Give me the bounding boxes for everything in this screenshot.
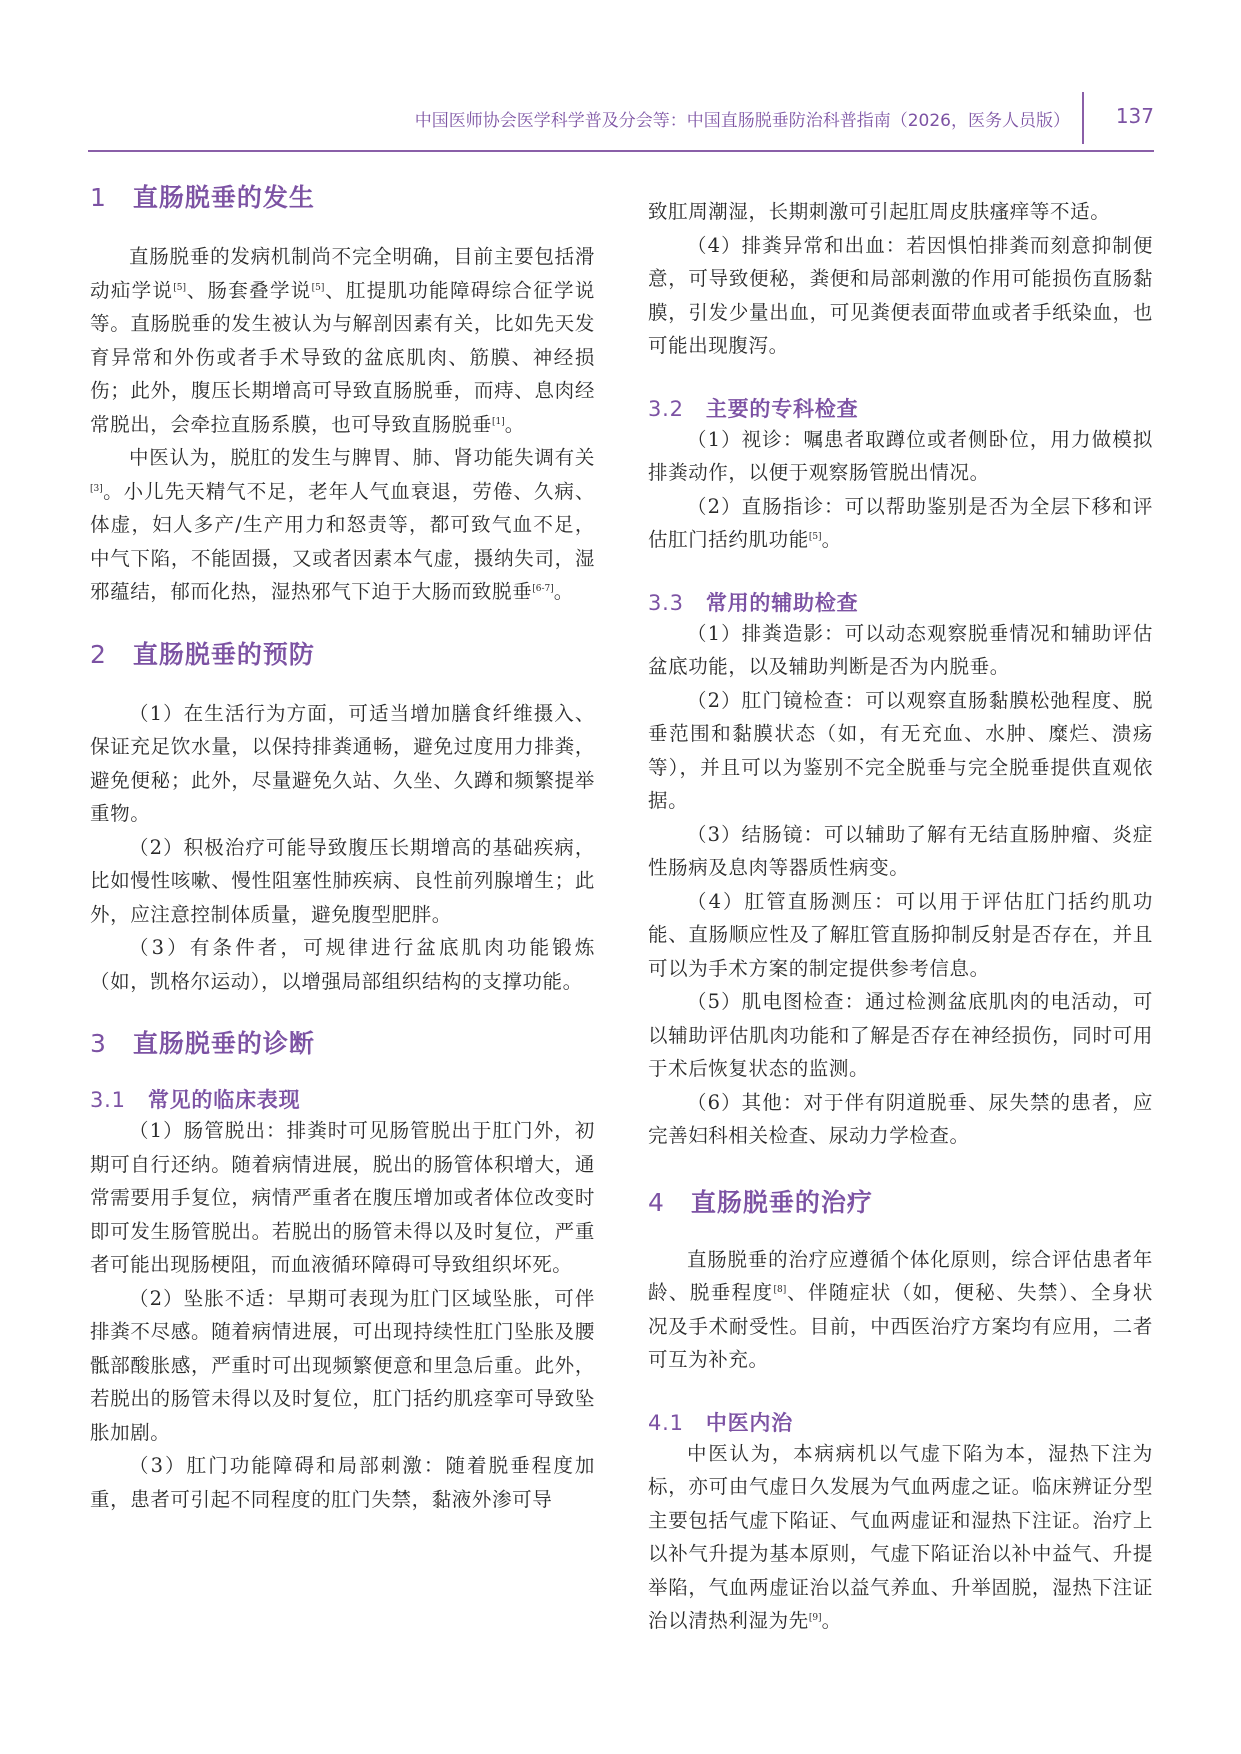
subsection-number: 3.3: [648, 590, 684, 615]
subsection-title: 常用的辅助检查: [705, 590, 859, 615]
page-number: 137: [1115, 104, 1154, 128]
paragraph: （1）排粪造影：可以动态观察脱垂情况和辅助评估盆底功能，以及辅助判断是否为内脱垂。: [648, 621, 1153, 678]
section-3-heading: [90, 1024, 595, 1060]
paragraph: （3）有条件者，可规律进行盆底肌肉功能锻炼（如，凯格尔运动），以增强局部组织结构的支撑功能。: [90, 936, 595, 993]
citation: [5]: [311, 282, 325, 293]
subsection-number: 4.1: [648, 1410, 684, 1435]
subsection-4-1-heading: [648, 1407, 1153, 1437]
section-title: 直肠脱垂的诊断: [132, 1029, 315, 1058]
paragraph: 直肠脱垂的治疗应遵循个体化原则，综合评估患者年龄、脱垂程度[8]、伴随症状（如，便秘、失禁）、全身状况及手术耐受性。目前，中西医治疗方案均有应用，二者可互为补充。: [648, 1247, 1153, 1371]
paragraph-continued: 致肛周潮湿，长期刺激可引起肛周皮肤瘙痒等不适。: [648, 200, 1111, 223]
paragraph: （1）视诊：嘱患者取蹲位或者侧卧位，用力做模拟排粪动作，以便于观察肠管脱出情况。: [648, 427, 1153, 484]
section-number: 1: [90, 183, 107, 212]
subsection-number: 3.1: [90, 1088, 126, 1112]
subsection-title: 中医内治: [705, 1410, 794, 1435]
paragraph: 中医认为，脱肛的发生与脾胃、肺、肾功能失调有关[3]。小儿先天精气不足，老年人气血衰退，劳倦、久病、体虚，妇人多产/生产用力和怒责等，都可致气血不足，中气下陷，不能固摄，又或者因素本气虚，摄纳失司，湿邪蕴结，郁而化热，湿热邪气下迫于大肠而致脱垂[6-7]。: [90, 446, 595, 603]
paragraph: （1）在生活行为方面，可适当增加膳食纤维摄入、保证充足饮水量，以保持排粪通畅，避免过度用力排粪，避免便秘；此外，尽量避免久站、久坐、久蹲和频繁提举重物。: [90, 701, 595, 825]
section-title: 直肠脱垂的治疗: [690, 1187, 873, 1217]
subsection-number: 3.2: [648, 396, 684, 421]
section-title: 直肠脱垂的预防: [132, 639, 315, 669]
journal-header-title: 中国医师协会医学科学普及分会等：中国直肠脱垂防治科普指南（2026，医务人员版）: [414, 111, 1070, 131]
paragraph: （4）排粪异常和出血：若因惧怕排粪而刻意抑制便意，可导致便秘，粪便和局部刺激的作用可能损伤直肠黏膜，引发少量出血，可见粪便表面带血或者手纸染血，也可能出现腹泻。: [648, 233, 1153, 357]
citation: [1]: [492, 416, 505, 427]
section-number: 3: [90, 1029, 107, 1058]
subsection-title: 主要的专科检查: [705, 396, 859, 421]
section-title: 直肠脱垂的发生: [132, 183, 315, 212]
paragraph: （2）肛门镜检查：可以观察直肠黏膜松弛程度、脱垂范围和黏膜状态（如，有无充血、水肿、糜烂、溃疡等），并且可以为鉴别不完全脱垂与完全脱垂提供直观依据。: [648, 688, 1153, 812]
paragraph: 直肠脱垂的发病机制尚不完全明确，目前主要包括滑动疝学说[5]、肠套叠学说[5]、肛提肌功能障碍综合征学说等。直肠脱垂的发生被认为与解剖因素有关，比如先天发育异常和外伤或者手术导致的盆底肌肉、筋膜、神经损伤；此外，腹压长期增高可导致直肠脱垂，而痔、息肉经常脱出，会牵拉直肠系膜，也可导致直肠脱垂[1]。: [90, 245, 595, 436]
running-header: [88, 88, 1154, 152]
paragraph: （4）肛管直肠测压：可以用于评估肛门括约肌功能、直肠顺应性及了解肛管直肠抑制反射是否存在，并且可以为手术方案的制定提供参考信息。: [648, 889, 1153, 980]
subsection-3-2-heading: [648, 393, 1153, 423]
paragraph: （2）坠胀不适：早期可表现为肛门区域坠胀，可伴排粪不尽感。随着病情进展，可出现持续性肛门坠胀及腰骶部酸胀感，严重时可出现频繁便意和里急后重。此外，若脱出的肠管未得以及时复位，肛门括约肌痉挛可导致坠胀加剧。: [90, 1286, 595, 1444]
paragraph: （2）积极治疗可能导致腹压长期增高的基础疾病，比如慢性咳嗽、慢性阻塞性肺疾病、良性前列腺增生；此外，应注意控制体质量，避免腹型肥胖。: [90, 835, 595, 926]
left-column: [90, 183, 595, 1516]
right-column: [648, 195, 1153, 1638]
paragraph: （3）结肠镜：可以辅助了解有无结直肠肿瘤、炎症性肠病及息肉等器质性病变。: [648, 822, 1153, 879]
citation: [3]: [90, 483, 103, 494]
paragraph: 中医认为，本病病机以气虚下陷为本，湿热下注为标，亦可由气虚日久发展为气血两虚之证。临床辨证分型主要包括气虚下陷证、气血两虚证和湿热下注证。治疗上以补气升提为基本原则，气虚下陷证治以补中益气、升提举陷，气血两虚证治以益气养血、升举固脱，湿热下注证治以清热利湿为先[9]。: [648, 1441, 1153, 1632]
section-1-heading: [90, 178, 595, 214]
paragraph: （6）其他：对于伴有阴道脱垂、尿失禁的患者，应完善妇科相关检查、尿动力学检查。: [648, 1090, 1153, 1147]
subsection-title: 常见的临床表现: [147, 1088, 301, 1112]
paragraph: （5）肌电图检查：通过检测盆底肌肉的电活动，可以辅助评估肌肉功能和了解是否存在神经损伤，同时可用于术后恢复状态的监测。: [648, 990, 1153, 1080]
citation: [9]: [808, 1613, 822, 1623]
subsection-3-1-heading: [90, 1084, 595, 1114]
section-4-heading: [648, 1183, 1153, 1219]
paragraph: （3）肛门功能障碍和局部刺激：随着脱垂程度加重，患者可引起不同程度的肛门失禁，黏液外渗可导: [90, 1454, 595, 1511]
paragraph: （1）肠管脱出：排粪时可见肠管脱出于肛门外，初期可自行还纳。随着病情进展，脱出的肠管体积增大，通常需要用手复位，病情严重者在腹压增加或者体位改变时即可发生肠管脱出。若脱出的肠管未得以及时复位，严重者可能出现肠梗阻，而血液循环障碍可导致组织坏死。: [90, 1119, 595, 1276]
citation: [5]: [808, 532, 822, 542]
subsection-3-3-heading: [648, 587, 1153, 617]
section-number: 2: [90, 639, 107, 669]
section-number: 4: [648, 1187, 665, 1217]
citation: [8]: [773, 1285, 787, 1295]
header-divider: [1082, 92, 1084, 144]
paragraph: （2）直肠指诊：可以帮助鉴别是否为全层下移和评估肛门括约肌功能[5]。: [648, 494, 1153, 551]
section-2-heading: [90, 635, 595, 671]
citation: [6-7]: [532, 584, 554, 594]
citation: [5]: [173, 282, 187, 293]
